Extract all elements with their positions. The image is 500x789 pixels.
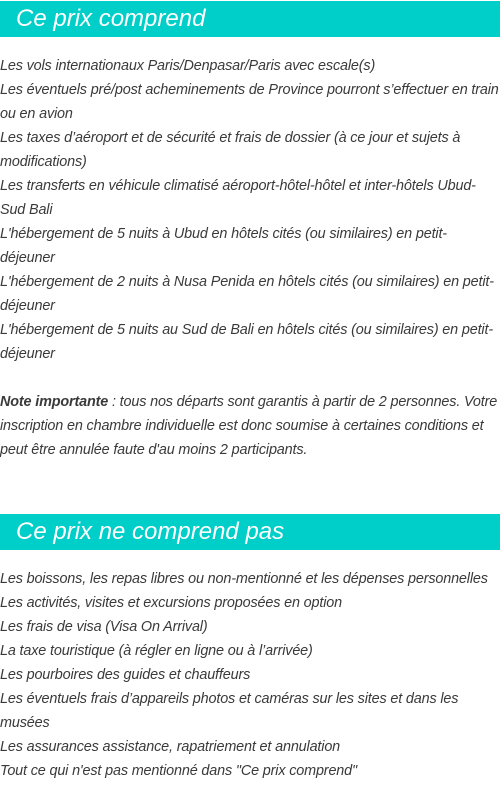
list-item: Les taxes d’aéroport et de sécurité et frais de dossier (à ce jour et sujets à modifications) xyxy=(0,130,461,170)
list-item: Les pourboires des guides et chauffeurs xyxy=(0,667,251,683)
important-note xyxy=(0,390,500,462)
list-item: Les assurances assistance, rapatriement et annulation xyxy=(0,739,341,755)
list-item: Les éventuels pré/post acheminements de Province pourront s’effectuer en train ou en avion xyxy=(0,82,499,122)
list-item: La taxe touristique (à régler en ligne ou à l’arrivée) xyxy=(0,643,313,659)
list-item: Les boissons, les repas libres ou non-mentionné et les dépenses personnelles xyxy=(0,571,488,587)
excludes-section xyxy=(0,514,500,783)
list-item: Les activités, visites et excursions proposées en option xyxy=(0,595,342,611)
includes-section xyxy=(0,1,500,462)
list-item: Les frais de visa (Visa On Arrival) xyxy=(0,619,208,635)
excludes-list xyxy=(0,567,500,783)
list-item: L'hébergement de 2 nuits à Nusa Penida en hôtels cités (ou similaires) en petit-déjeuner xyxy=(0,274,494,314)
list-item: L'hébergement de 5 nuits à Ubud en hôtels cités (ou similaires) en petit-déjeuner xyxy=(0,226,447,266)
list-item: Tout ce qui n'est pas mentionné dans "Ce prix comprend" xyxy=(0,763,357,779)
note-text: : tous nos départs sont garantis à partir de 2 personnes. Votre inscription en chambre individuelle est donc soumise à certaines conditions et peut être annulée faute d'au moins 2 participants. xyxy=(0,394,498,458)
includes-list xyxy=(0,54,500,366)
list-item: Les transferts en véhicule climatisé aéroport-hôtel-hôtel et inter-hôtels Ubud-Sud Bali xyxy=(0,178,476,218)
includes-title: Ce prix comprend xyxy=(0,1,500,37)
list-item: Les éventuels frais d’appareils photos et caméras sur les sites et dans les musées xyxy=(0,691,459,731)
list-item: L'hébergement de 5 nuits au Sud de Bali en hôtels cités (ou similaires) en petit-déjeuner xyxy=(0,322,493,362)
excludes-title: Ce prix ne comprend pas xyxy=(0,514,500,550)
note-label: Note importante xyxy=(0,394,109,410)
list-item: Les vols internationaux Paris/Denpasar/Paris avec escale(s) xyxy=(0,58,376,74)
